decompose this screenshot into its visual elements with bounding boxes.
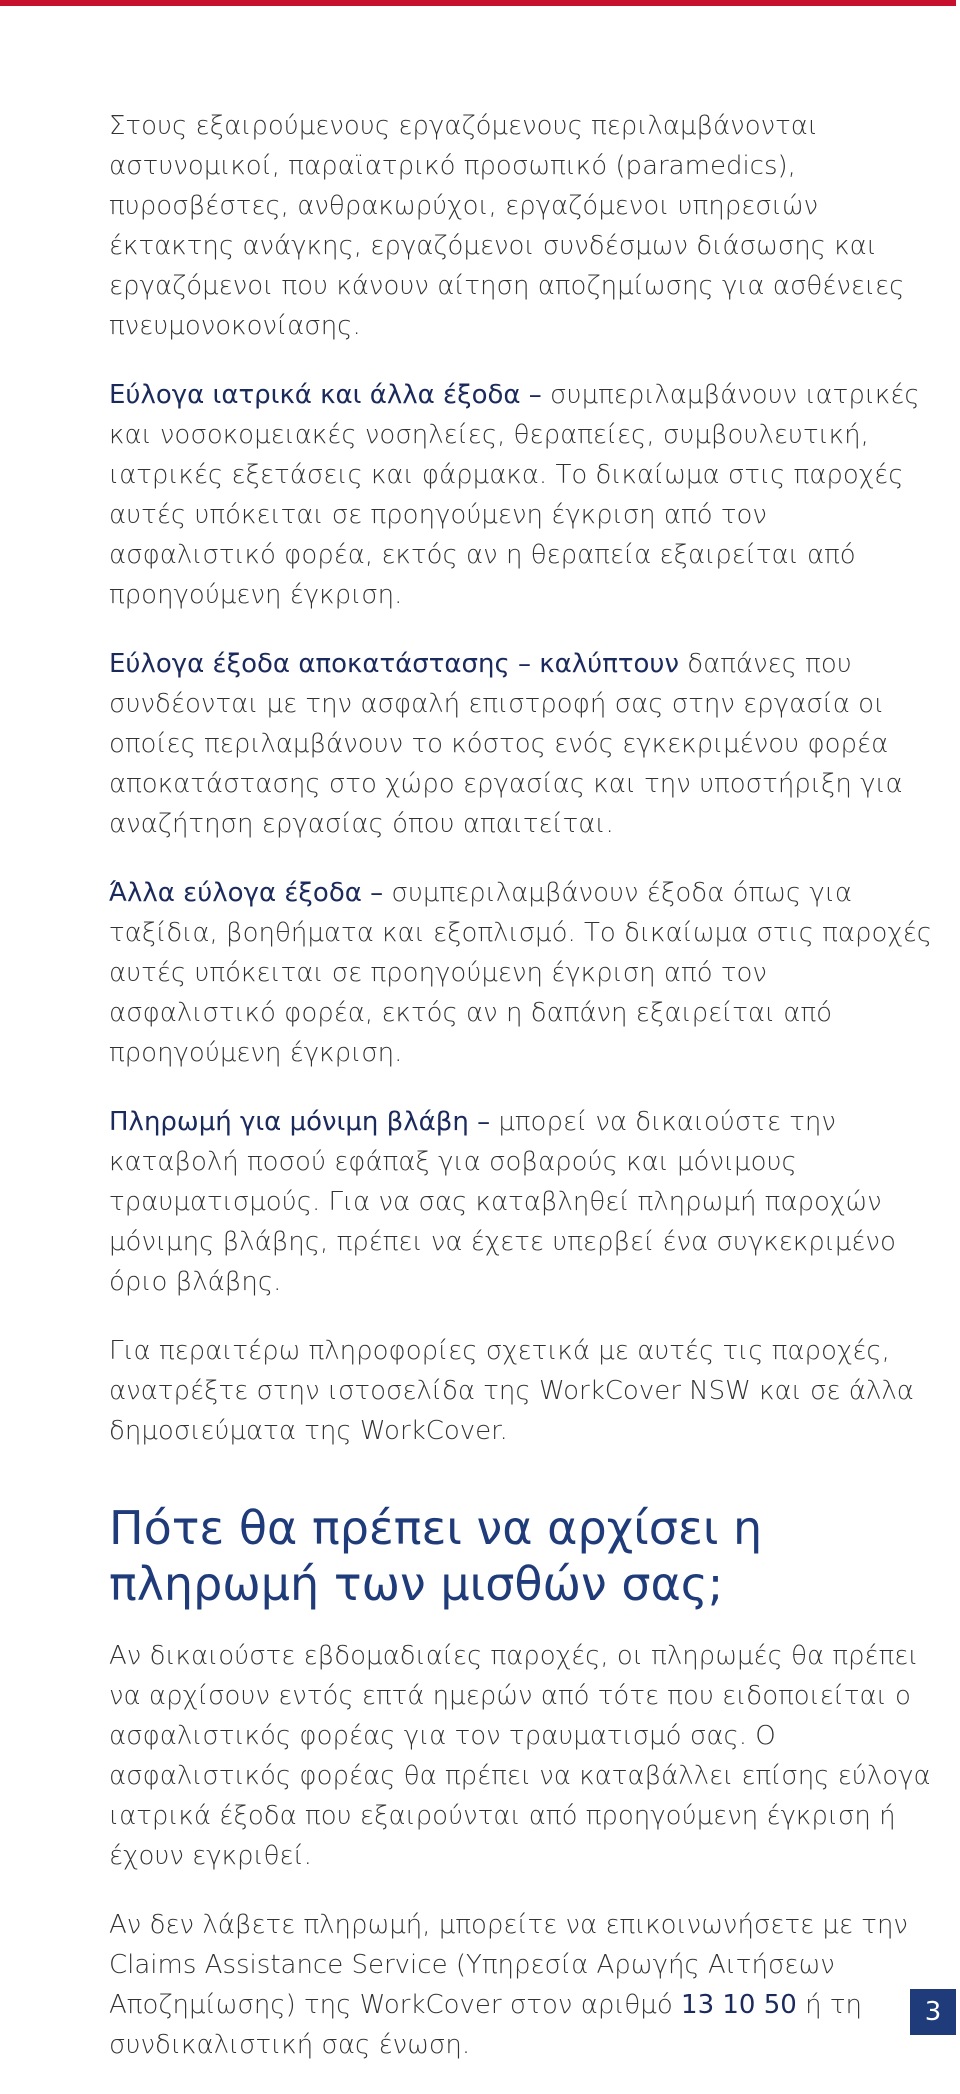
medical-expenses-term: Εύλογα ιατρικά και άλλα έξοδα – xyxy=(109,380,542,410)
permanent-impairment-paragraph xyxy=(109,1102,939,1302)
rehabilitation-expenses-term: Εύλογα έξοδα αποκατάστασης – καλύπτουν xyxy=(109,649,679,679)
rehabilitation-expenses-paragraph xyxy=(109,644,939,844)
section-heading: Πότε θα πρέπει να αρχίσει η πληρωμή των μισθών σας; xyxy=(109,1501,763,1611)
medical-expenses-paragraph xyxy=(109,375,939,615)
paragraph-text: ή τη συνδικαλιστική σας ένωση. xyxy=(109,1990,862,2060)
weekly-payments-paragraph xyxy=(109,1636,939,1876)
paragraph-text: Για περαιτέρω πληροφορίες σχετικά με αυτές τις παροχές, ανατρέξτε στην ιστοσελίδα της WorkCover NSW και σε άλλα δημοσιεύματα της WorkCover. xyxy=(109,1336,914,1446)
paragraph-text: μπορεί να δικαιούστε την καταβολή ποσού εφάπαξ για σοβαρούς και μόνιμους τραυματισμούς. Για να σας καταβληθεί πληρωμή παροχών μόνιμης βλάβης, πρέπει να έχετε υπερβεί ένα συγκεκριμένο όριο βλάβης. xyxy=(109,1107,896,1297)
other-expenses-paragraph xyxy=(109,873,939,1073)
paragraph-text: Αν δεν λάβετε πληρωμή, μπορείτε να επικοινωνήσετε με την Claims Assistance Service (Υπηρεσία Αρωγής Αιτήσεων Αποζημίωσης) της WorkCover στον αριθμό xyxy=(109,1910,908,2020)
further-information-paragraph xyxy=(109,1331,939,1451)
paragraph-text: συμπεριλαμβάνουν έξοδα όπως για ταξίδια, βοηθήματα και εξοπλισμό. Το δικαίωμα στις παροχές αυτές υπόκειται σε προηγούμενη έγκριση από τον ασφαλιστικό φορέα, εκτός αν η δαπάνη εξαιρείται από προηγούμενη έγκριση. xyxy=(109,878,933,1068)
exempt-workers-paragraph xyxy=(109,106,939,346)
page-number-badge: 3 xyxy=(910,1989,956,2035)
paragraph-text: δαπάνες που συνδέονται με την ασφαλή επιστροφή σας στην εργασία οι οποίες περιλαμβάνουν το κόστος ενός εγκεκριμένου φορέα αποκατάστασης στο χώρο εργασίας και την υποστήριξη για αναζήτηση εργασίας όπου απαιτείται. xyxy=(109,649,903,839)
claims-assistance-paragraph xyxy=(109,1905,939,2065)
phone-number: 13 10 50 xyxy=(681,1990,797,2020)
paragraph-text: Στους εξαιρούμενους εργαζόμενους περιλαμβάνονται αστυνομικοί, παραϊατρικό προσωπικό (paramedics), πυροσβέστες, ανθρακωρύχοι, εργαζόμενοι υπηρεσιών έκτακτης ανάγκης, εργαζόμενοι συνδέσμων διάσωσης και εργαζόμενοι που κάνουν αίτηση αποζημίωσης για ασθένειες πνευμονοκονίασης. xyxy=(109,111,905,341)
other-expenses-term: Άλλα εύλογα έξοδα – xyxy=(109,878,384,908)
paragraph-text: συμπεριλαμβάνουν ιατρικές και νοσοκομειακές νοσηλείες, θεραπείες, συμβουλευτική, ιατρικές εξετάσεις και φάρμακα. Το δικαίωμα στις παροχές αυτές υπόκειται σε προηγούμενη έγκριση από τον ασφαλιστικό φορέα, εκτός αν η θεραπεία εξαιρείται από προηγούμενη έγκριση. xyxy=(109,380,920,610)
permanent-impairment-term: Πληρωμή για μόνιμη βλάβη – xyxy=(109,1107,491,1137)
page-content xyxy=(109,106,939,2094)
top-accent-rule xyxy=(0,0,956,6)
paragraph-text: Αν δικαιούστε εβδομαδιαίες παροχές, οι πληρωμές θα πρέπει να αρχίσουν εντός επτά ημερών από τότε που ειδοποιείται ο ασφαλιστικός φορέας για τον τραυματισμό σας. Ο ασφαλιστικός φορέας θα πρέπει να καταβάλλει επίσης εύλογα ιατρικά έξοδα που εξαιρούνται από προηγούμενη έγκριση ή έχουν εγκριθεί. xyxy=(109,1641,931,1871)
